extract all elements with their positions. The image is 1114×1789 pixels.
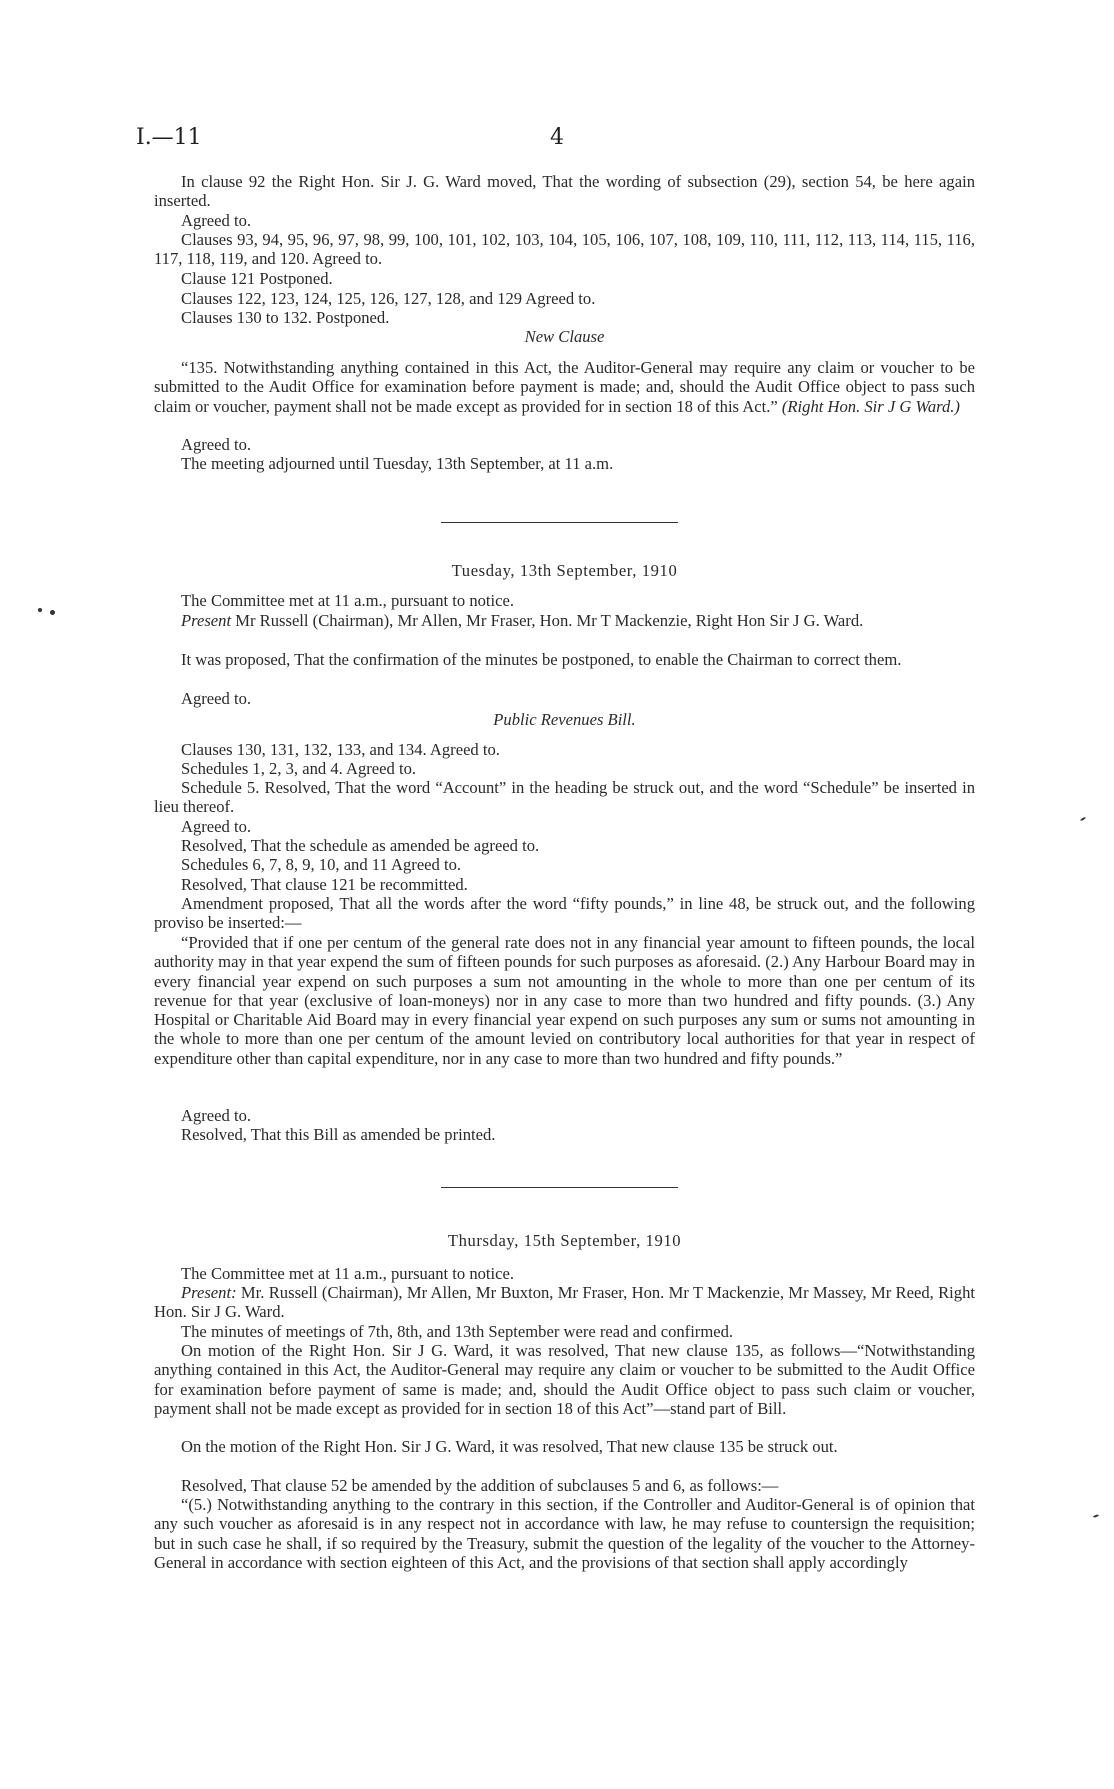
paragraph: On motion of the Right Hon. Sir J G. Ward, it was resolved, That new clause 135, as follows—“Notwithstanding anything contained in this Act, the Auditor-General may require any claim or voucher to be submitted to the Audit Office for examination before payment of same is made; and, should the Audit Office object to pass such claim or voucher, payment shall not be made except as provided for in section 18 of this Act”—stand part of Bill. <box>154 1341 975 1418</box>
meeting-date: Tuesday, 13th September, 1910 <box>451 561 678 580</box>
present-label: Present: <box>181 1283 237 1302</box>
attendees: Mr. Russell (Chairman), Mr Allen, Mr Buxton, Mr Fraser, Hon. Mr T Mackenzie, Mr Massey, Mr Reed, Right Hon. Sir J G. Ward. <box>154 1283 975 1322</box>
paragraph: The meeting adjourned until Tuesday, 13th September, at 11 a.m. <box>181 454 614 473</box>
section-heading: New Clause <box>524 327 605 346</box>
paragraph: Resolved, That clause 121 be recommitted. <box>181 875 468 894</box>
scan-speck <box>1093 1514 1099 1518</box>
scan-speck <box>38 608 42 612</box>
present-paragraph <box>154 1283 975 1322</box>
bill-heading: Public Revenues Bill. <box>493 710 636 729</box>
paragraph: Clauses 122, 123, 124, 125, 126, 127, 128, and 129 Agreed to. <box>181 289 596 308</box>
paragraph: The minutes of meetings of 7th, 8th, and 13th September were read and confirmed. <box>181 1322 734 1341</box>
quoted-clause <box>154 358 975 416</box>
paragraph: The Committee met at 11 a.m., pursuant to notice. <box>181 1264 515 1283</box>
paragraph: Agreed to. <box>181 1106 252 1125</box>
clause-text: “135. Notwithstanding anything contained in this Act, the Auditor-General may require any claim or voucher to be submitted to the Audit Office for examination before payment is made; and, should the Audit Office object to pass such claim or voucher, payment shall not be made except as provided for in section 18 of this Act.” <box>154 358 975 416</box>
section-divider <box>441 522 678 523</box>
paragraph: Resolved, That this Bill as amended be printed. <box>181 1125 496 1144</box>
paragraph: Schedules 1, 2, 3, and 4. Agreed to. <box>181 759 417 778</box>
present-paragraph <box>154 611 975 630</box>
present-label: Present <box>181 611 232 630</box>
paper-reference: I.—11 <box>136 125 202 150</box>
meeting-date: Thursday, 15th September, 1910 <box>447 1231 682 1250</box>
paragraph: Agreed to. <box>181 211 252 230</box>
paragraph: Amendment proposed, That all the words after the word “fifty pounds,” in line 48, be struck out, and the following proviso be inserted:— <box>154 894 975 933</box>
section-divider <box>441 1187 678 1188</box>
paragraph: Agreed to. <box>181 435 252 454</box>
paragraph: It was proposed, That the confirmation of the minutes be postponed, to enable the Chairman to correct them. <box>181 650 902 669</box>
paragraph: Clauses 130, 131, 132, 133, and 134. Agreed to. <box>181 740 500 759</box>
paragraph: In clause 92 the Right Hon. Sir J. G. Ward moved, That the wording of subsection (29), section 54, be here again inserted. <box>154 172 975 211</box>
paragraph: Schedules 6, 7, 8, 9, 10, and 11 Agreed to. <box>181 855 462 874</box>
paragraph: Schedule 5. Resolved, That the word “Account” in the heading be struck out, and the word “Schedule” be inserted in lieu thereof. <box>154 778 975 817</box>
paragraph: Agreed to. <box>181 817 252 836</box>
page-number: 4 <box>550 125 564 150</box>
scan-speck <box>50 610 55 615</box>
attribution: (Right Hon. Sir J G Ward.) <box>781 396 960 416</box>
paragraph: The Committee met at 11 a.m., pursuant to notice. <box>181 591 515 610</box>
paragraph: Agreed to. <box>181 689 252 708</box>
scan-speck <box>1080 817 1086 822</box>
paragraph: Clauses 130 to 132. Postponed. <box>181 308 390 327</box>
paragraph: Resolved, That the schedule as amended be agreed to. <box>181 836 540 855</box>
page-header <box>136 125 978 155</box>
paragraph: On the motion of the Right Hon. Sir J G. Ward, it was resolved, That new clause 135 be struck out. <box>181 1437 838 1456</box>
attendees: Mr Russell (Chairman), Mr Allen, Mr Fraser, Hon. Mr T Mackenzie, Right Hon Sir J G. Ward. <box>235 611 864 630</box>
paragraph: Clause 121 Postponed. <box>181 269 333 288</box>
paragraph: Clauses 93, 94, 95, 96, 97, 98, 99, 100, 101, 102, 103, 104, 105, 106, 107, 108, 109, 110, 111, 112, 113, 114, 115, 116, 117, 118, 119, and 120. Agreed to. <box>154 230 975 269</box>
paragraph: Resolved, That clause 52 be amended by the addition of subclauses 5 and 6, as follows:— <box>181 1476 779 1495</box>
quoted-subclause: “(5.) Notwithstanding anything to the contrary in this section, if the Controller and Auditor-General is of opinion that any such voucher as aforesaid is in any respect not in accordance with law, he may refuse to countersign the requisition; but in such case he shall, if so required by the Treasury, submit the question of the legality of the voucher to the Attorney-General in accordance with section eighteen of this Act, and the provisions of that section shall apply accordingly <box>154 1495 975 1572</box>
proviso-quote: “Provided that if one per centum of the general rate does not in any financial year amount to fifteen pounds, the local authority may in that year expend the sum of fifteen pounds for such purposes as aforesaid. (2.) Any Harbour Board may in every financial year expend on such purposes a sum not amounting in the whole to more than one per centum of its revenue for that year (exclusive of loan-moneys) nor in any case to more than two hundred and fifty pounds. (3.) Any Hospital or Charitable Aid Board may in every financial year expend on such purposes any sum or sums not amounting in the whole to more than one per centum of the amount levied on contributory local authorities for that year in respect of expenditure other than capital expenditure, nor in any case to more than two hundred and fifty pounds.” <box>154 933 975 1068</box>
